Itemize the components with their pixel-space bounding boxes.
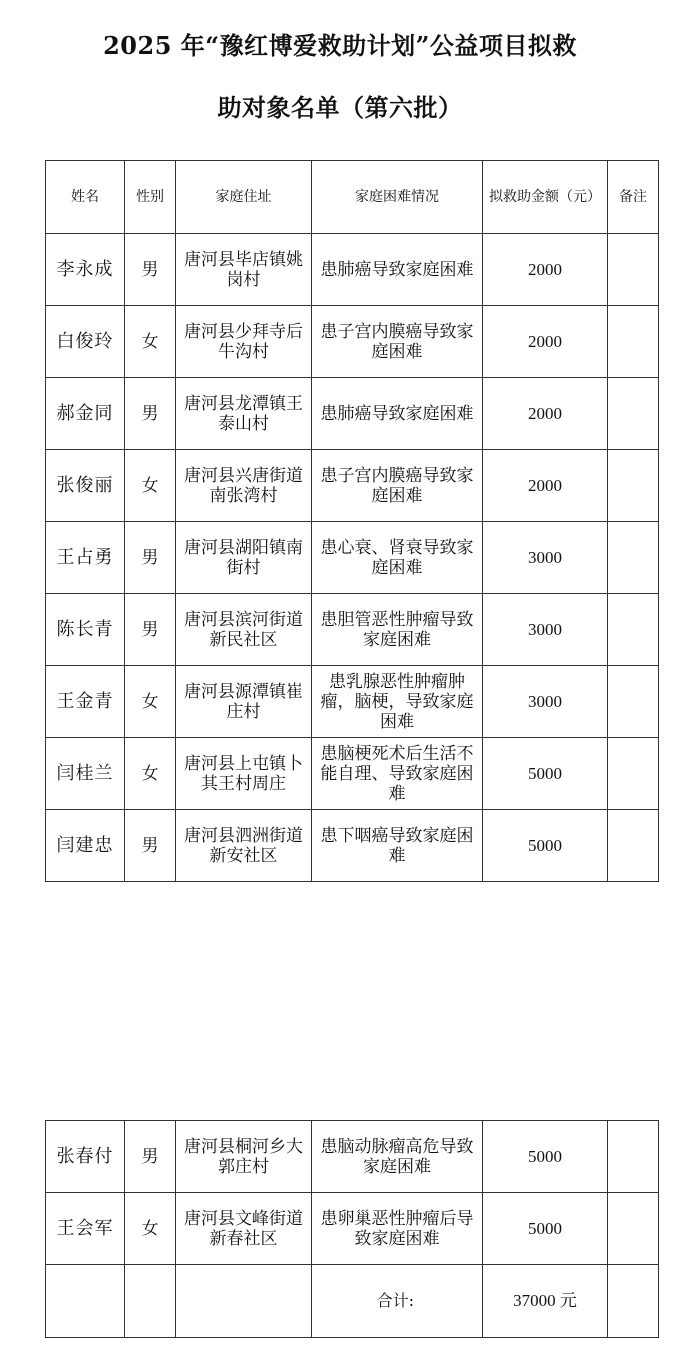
- amount-cell: 3000: [483, 522, 608, 594]
- address-cell: 唐河县湖阳镇南街村: [176, 522, 312, 594]
- amount-cell: 5000: [483, 738, 608, 810]
- note-cell: [608, 522, 659, 594]
- beneficiary-table: [45, 160, 659, 882]
- name-cell: 白俊玲: [46, 306, 125, 378]
- situation-cell: 患下咽癌导致家庭困难: [312, 810, 483, 882]
- situation-cell: 患胆管恶性肿瘤导致家庭困难: [312, 594, 483, 666]
- table-body-continued: [46, 1121, 659, 1265]
- table-header-row: [46, 161, 659, 234]
- header-gender: 性别: [125, 161, 176, 234]
- table-row: [46, 1193, 659, 1265]
- amount-cell: 3000: [483, 594, 608, 666]
- amount-cell: 2000: [483, 306, 608, 378]
- name-cell: 王会军: [46, 1193, 125, 1265]
- amount-cell: 2000: [483, 378, 608, 450]
- table-row: [46, 666, 659, 738]
- name-cell: 闫建忠: [46, 810, 125, 882]
- note-cell: [608, 666, 659, 738]
- situation-cell: 患子宫内膜癌导致家庭困难: [312, 450, 483, 522]
- amount-cell: 2000: [483, 234, 608, 306]
- table-row: [46, 810, 659, 882]
- gender-cell: 女: [125, 666, 176, 738]
- total-amount: 37000 元: [483, 1265, 608, 1338]
- address-cell: 唐河县少拜寺后牛沟村: [176, 306, 312, 378]
- amount-cell: 3000: [483, 666, 608, 738]
- name-cell: 张春付: [46, 1121, 125, 1193]
- total-empty-cell: [608, 1265, 659, 1338]
- gender-cell: 女: [125, 306, 176, 378]
- gender-cell: 男: [125, 378, 176, 450]
- total-empty-cell: [125, 1265, 176, 1338]
- header-name: 姓名: [46, 161, 125, 234]
- address-cell: 唐河县滨河街道新民社区: [176, 594, 312, 666]
- address-cell: 唐河县毕店镇姚岗村: [176, 234, 312, 306]
- name-cell: 陈长青: [46, 594, 125, 666]
- name-cell: 郝金同: [46, 378, 125, 450]
- note-cell: [608, 738, 659, 810]
- address-cell: 唐河县文峰街道新春社区: [176, 1193, 312, 1265]
- gender-cell: 男: [125, 810, 176, 882]
- table-row: [46, 1121, 659, 1193]
- header-situation: 家庭困难情况: [312, 161, 483, 234]
- situation-cell: 患子宫内膜癌导致家庭困难: [312, 306, 483, 378]
- note-cell: [608, 234, 659, 306]
- situation-cell: 患肺癌导致家庭困难: [312, 378, 483, 450]
- header-note: 备注: [608, 161, 659, 234]
- table-row: [46, 450, 659, 522]
- name-cell: 王占勇: [46, 522, 125, 594]
- gender-cell: 男: [125, 522, 176, 594]
- document-title-line-1: 2025 年“豫红博爱救助计划”公益项目拟救: [103, 31, 577, 60]
- name-cell: 王金青: [46, 666, 125, 738]
- address-cell: 唐河县上屯镇卜其王村周庄: [176, 738, 312, 810]
- note-cell: [608, 810, 659, 882]
- note-cell: [608, 1121, 659, 1193]
- situation-cell: 患肺癌导致家庭困难: [312, 234, 483, 306]
- total-empty-cell: [46, 1265, 125, 1338]
- table-row: [46, 594, 659, 666]
- situation-cell: 患脑梗死术后生活不能自理、导致家庭困难: [312, 738, 483, 810]
- note-cell: [608, 306, 659, 378]
- situation-cell: 患脑动脉瘤高危导致家庭困难: [312, 1121, 483, 1193]
- situation-cell: 患乳腺恶性肿瘤肿瘤，脑梗，导致家庭困难: [312, 666, 483, 738]
- table-body: [46, 234, 659, 882]
- table-row: [46, 522, 659, 594]
- table-row: [46, 738, 659, 810]
- gender-cell: 女: [125, 738, 176, 810]
- table-row: [46, 306, 659, 378]
- gender-cell: 男: [125, 1121, 176, 1193]
- total-row: [46, 1265, 659, 1338]
- situation-cell: 患卵巢恶性肿瘤后导致家庭困难: [312, 1193, 483, 1265]
- total-empty-cell: [176, 1265, 312, 1338]
- note-cell: [608, 378, 659, 450]
- note-cell: [608, 1193, 659, 1265]
- table-row: [46, 234, 659, 306]
- address-cell: 唐河县兴唐街道南张湾村: [176, 450, 312, 522]
- address-cell: 唐河县泗洲街道新安社区: [176, 810, 312, 882]
- name-cell: 张俊丽: [46, 450, 125, 522]
- address-cell: 唐河县龙潭镇王泰山村: [176, 378, 312, 450]
- name-cell: 闫桂兰: [46, 738, 125, 810]
- amount-cell: 5000: [483, 810, 608, 882]
- beneficiary-table-continued: [45, 1120, 659, 1338]
- table-row: [46, 378, 659, 450]
- total-label: 合计:: [312, 1265, 483, 1338]
- amount-cell: 5000: [483, 1193, 608, 1265]
- document-title-line-2: 助对象名单（第六批）: [217, 93, 463, 122]
- amount-cell: 5000: [483, 1121, 608, 1193]
- address-cell: 唐河县源潭镇崔庄村: [176, 666, 312, 738]
- header-address: 家庭住址: [176, 161, 312, 234]
- gender-cell: 女: [125, 450, 176, 522]
- address-cell: 唐河县桐河乡大郭庄村: [176, 1121, 312, 1193]
- gender-cell: 男: [125, 234, 176, 306]
- header-amount: 拟救助金额（元）: [483, 161, 608, 234]
- amount-cell: 2000: [483, 450, 608, 522]
- gender-cell: 女: [125, 1193, 176, 1265]
- name-cell: 李永成: [46, 234, 125, 306]
- situation-cell: 患心衰、肾衰导致家庭困难: [312, 522, 483, 594]
- note-cell: [608, 450, 659, 522]
- gender-cell: 男: [125, 594, 176, 666]
- note-cell: [608, 594, 659, 666]
